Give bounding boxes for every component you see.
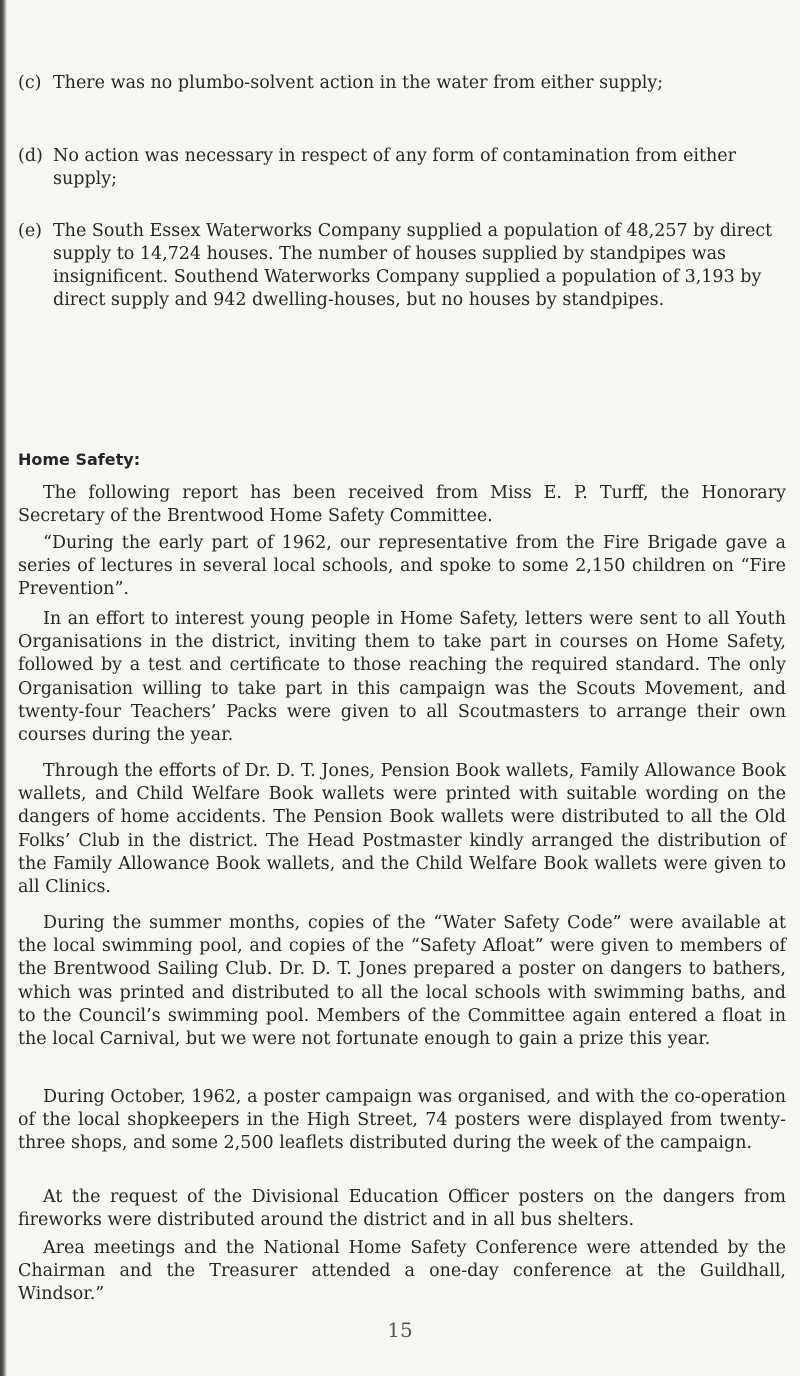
paragraph: Through the efforts of Dr. D. T. Jones, Pension Book wallets, Family Allowance Book wallets, and Child Welfare Book wallets were printed with suitable wording on the dangers of home accidents. The Pension Book wallets were distributed to all the Old Folks’ Club in the district. The Head Postmaster kindly arranged the distribution of the Family Allowance Book wallets, and the Child Welfare Book wallets were given to all Clinics. [18, 761, 786, 898]
list-item-c [18, 72, 786, 95]
list-item-label: (d) [18, 146, 43, 166]
paragraph: Area meetings and the National Home Safety Conference were attended by the Chairman and the Treasurer attended a one-day conference at the Guildhall, Windsor.” [18, 1238, 786, 1305]
page-number: 15 [387, 1318, 413, 1342]
list-item-text: The South Essex Waterworks Company supplied a population of 48,257 by direct supply to 14,724 houses. The number of houses supplied by standpipes was insignificent. Southend Waterworks Company supplied a population of 3,193 by direct supply and 942 dwelling-houses, but no houses by standpipes. [53, 221, 773, 310]
paragraph: During the summer months, copies of the “Water Safety Code” were available at the local swimming pool, and copies of the “Safety Afloat” were given to members of the Brentwood Sailing Club. Dr. D. T. Jones prepared a poster on dangers to bathers, which was printed and distributed to all the local schools with swimming baths, and to the Council’s swimming pool. Members of the Committee again entered a float in the local Carnival, but we were not fortunate enough to gain a prize this year. [18, 913, 786, 1050]
list-item-text: There was no plumbo-solvent action in the water from either supply; [53, 73, 664, 93]
list-item-d [18, 145, 786, 191]
paragraph: The following report has been received from Miss E. P. Turff, the Honorary Secretary of the Brentwood Home Safety Committee. [18, 483, 786, 527]
page-binding-edge [0, 0, 7, 1376]
list-item-text: No action was necessary in respect of any form of contamination from either supply; [53, 146, 737, 189]
list-item-e [18, 220, 786, 312]
list-item-label: (c) [18, 73, 42, 93]
paragraph: During October, 1962, a poster campaign was organised, and with the co-operation of the local shopkeepers in the High Street, 74 posters were displayed from twenty-three shops, and some 2,500 leaflets distributed during the week of the campaign. [18, 1087, 786, 1154]
paragraph: In an effort to interest young people in Home Safety, letters were sent to all Youth Organisations in the district, inviting them to take part in courses on Home Safety, followed by a test and certificate to those reaching the required standard. The only Organisation willing to take part in this campaign was the Scouts Movement, and twenty-four Teachers’ Packs were given to all Scoutmasters to arrange their own courses during the year. [18, 609, 786, 746]
list-item-label: (e) [18, 221, 43, 241]
paragraph: At the request of the Divisional Education Officer posters on the dangers from fireworks were distributed around the district and in all bus shelters. [18, 1187, 786, 1231]
section-heading: Home Safety: [18, 450, 141, 469]
paragraph: “During the early part of 1962, our representative from the Fire Brigade gave a series of lectures in several local schools, and spoke to some 2,150 children on “Fire Prevention”. [18, 533, 786, 600]
